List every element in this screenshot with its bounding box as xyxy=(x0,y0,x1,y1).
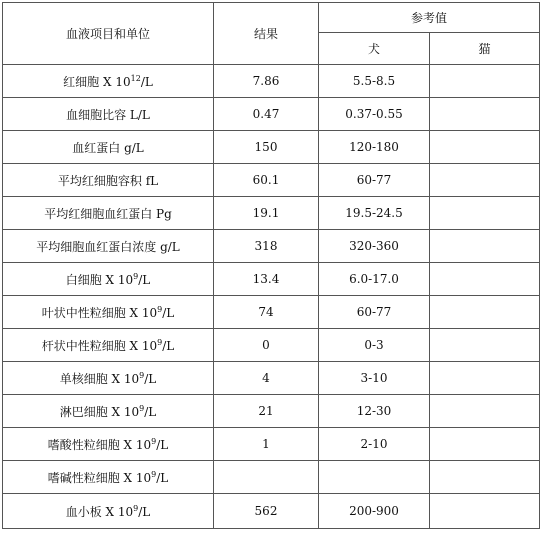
item-label: 平均红细胞容积 xyxy=(57,173,142,188)
item-unit-cell xyxy=(3,494,214,529)
dog-reference-cell: 60-77 xyxy=(319,296,430,329)
item-label: 单核细胞 xyxy=(59,371,108,386)
table-row xyxy=(3,494,540,529)
item-label: 嗜酸性粒细胞 xyxy=(47,437,120,452)
unit-prefix: X 10 xyxy=(101,272,134,287)
unit-suffix: /L xyxy=(144,371,157,386)
dog-reference-cell: 5.5-8.5 xyxy=(319,65,430,98)
cat-reference-cell xyxy=(430,98,540,131)
table-row xyxy=(3,362,540,395)
cat-reference-cell xyxy=(430,131,540,164)
item-label: 血细胞比容 xyxy=(66,107,127,122)
dog-reference-cell: 6.0-17.0 xyxy=(319,263,430,296)
result-cell xyxy=(214,461,319,494)
unit-suffix: /L xyxy=(156,437,169,452)
unit-exponent: 9 xyxy=(139,403,145,413)
item-label: 平均细胞血红蛋白浓度 xyxy=(36,239,157,254)
unit-exponent: 9 xyxy=(157,304,163,314)
unit-exponent: 9 xyxy=(157,337,163,347)
dog-reference-cell xyxy=(319,461,430,494)
result-cell: 562 xyxy=(214,494,319,529)
unit-suffix: /L xyxy=(138,504,151,519)
table-row xyxy=(3,65,540,98)
result-cell: 7.86 xyxy=(214,65,319,98)
item-unit-cell xyxy=(3,428,214,461)
result-cell: 19.1 xyxy=(214,197,319,230)
item-label: 红细胞 xyxy=(63,74,100,89)
item-unit-cell xyxy=(3,362,214,395)
dog-reference-cell: 60-77 xyxy=(319,164,430,197)
table-row xyxy=(3,461,540,494)
table-row xyxy=(3,98,540,131)
header-dog: 犬 xyxy=(319,33,430,65)
unit-prefix: g/L xyxy=(120,140,144,155)
unit-prefix: X 10 xyxy=(125,338,158,353)
item-unit-cell xyxy=(3,296,214,329)
result-cell: 74 xyxy=(214,296,319,329)
unit-exponent: 9 xyxy=(133,271,139,281)
item-label: 杆状中性粒细胞 xyxy=(41,338,126,353)
unit-prefix: X 10 xyxy=(125,305,158,320)
item-label: 淋巴细胞 xyxy=(59,404,108,419)
table-row xyxy=(3,296,540,329)
table-row xyxy=(3,197,540,230)
table-row xyxy=(3,164,540,197)
item-unit-cell xyxy=(3,131,214,164)
item-unit-cell xyxy=(3,164,214,197)
unit-prefix: X 10 xyxy=(101,504,134,519)
unit-prefix: g/L xyxy=(156,239,180,254)
cat-reference-cell xyxy=(430,494,540,529)
unit-prefix: X 10 xyxy=(107,404,140,419)
unit-exponent: 9 xyxy=(151,436,157,446)
dog-reference-cell: 2-10 xyxy=(319,428,430,461)
unit-prefix: X 10 xyxy=(119,437,152,452)
unit-suffix: /L xyxy=(156,470,169,485)
cat-reference-cell xyxy=(430,362,540,395)
cat-reference-cell xyxy=(430,230,540,263)
unit-prefix: X 10 xyxy=(99,74,131,89)
unit-prefix: X 10 xyxy=(119,470,152,485)
item-unit-cell xyxy=(3,197,214,230)
unit-prefix: L/L xyxy=(126,107,150,122)
result-cell: 0 xyxy=(214,329,319,362)
table-row xyxy=(3,230,540,263)
item-unit-cell xyxy=(3,230,214,263)
unit-prefix: fL xyxy=(141,173,159,188)
result-cell: 1 xyxy=(214,428,319,461)
cat-reference-cell xyxy=(430,296,540,329)
unit-exponent: 9 xyxy=(133,503,139,513)
result-cell: 318 xyxy=(214,230,319,263)
header-result: 结果 xyxy=(214,3,319,65)
result-cell: 150 xyxy=(214,131,319,164)
result-cell: 21 xyxy=(214,395,319,428)
item-unit-cell xyxy=(3,65,214,98)
cat-reference-cell xyxy=(430,395,540,428)
dog-reference-cell: 0.37-0.55 xyxy=(319,98,430,131)
item-unit-cell xyxy=(3,329,214,362)
unit-exponent: 9 xyxy=(151,469,157,479)
unit-prefix: X 10 xyxy=(107,371,140,386)
result-cell: 4 xyxy=(214,362,319,395)
dog-reference-cell: 19.5-24.5 xyxy=(319,197,430,230)
item-unit-cell xyxy=(3,98,214,131)
unit-prefix: Pg xyxy=(152,206,172,221)
cat-reference-cell xyxy=(430,263,540,296)
cat-reference-cell xyxy=(430,65,540,98)
item-unit-cell xyxy=(3,461,214,494)
unit-exponent: 9 xyxy=(139,370,145,380)
item-label: 血红蛋白 xyxy=(72,140,121,155)
table-row xyxy=(3,263,540,296)
result-cell: 60.1 xyxy=(214,164,319,197)
table-row xyxy=(3,428,540,461)
item-label: 叶状中性粒细胞 xyxy=(41,305,126,320)
cat-reference-cell xyxy=(430,329,540,362)
header-item-unit: 血液项目和单位 xyxy=(3,3,214,65)
table-row xyxy=(3,131,540,164)
unit-exponent: 12 xyxy=(130,73,141,83)
unit-suffix: /L xyxy=(140,74,153,89)
item-label: 平均红细胞血红蛋白 xyxy=(44,206,153,221)
cat-reference-cell xyxy=(430,428,540,461)
unit-suffix: /L xyxy=(162,338,175,353)
dog-reference-cell: 320-360 xyxy=(319,230,430,263)
item-label: 嗜碱性粒细胞 xyxy=(47,470,120,485)
cat-reference-cell xyxy=(430,164,540,197)
dog-reference-cell: 0-3 xyxy=(319,329,430,362)
dog-reference-cell: 12-30 xyxy=(319,395,430,428)
unit-suffix: /L xyxy=(144,404,157,419)
item-unit-cell xyxy=(3,395,214,428)
header-cat: 猫 xyxy=(430,33,540,65)
item-label: 血小板 xyxy=(65,504,102,519)
table-row xyxy=(3,395,540,428)
unit-suffix: /L xyxy=(162,305,175,320)
header-reference: 参考值 xyxy=(319,3,540,33)
result-cell: 0.47 xyxy=(214,98,319,131)
item-label: 白细胞 xyxy=(65,272,102,287)
header-row xyxy=(3,3,540,33)
dog-reference-cell: 120-180 xyxy=(319,131,430,164)
result-cell: 13.4 xyxy=(214,263,319,296)
cat-reference-cell xyxy=(430,197,540,230)
blood-test-table xyxy=(2,2,540,529)
cat-reference-cell xyxy=(430,461,540,494)
table-row xyxy=(3,329,540,362)
unit-suffix: /L xyxy=(138,272,151,287)
item-unit-cell xyxy=(3,263,214,296)
dog-reference-cell: 3-10 xyxy=(319,362,430,395)
dog-reference-cell: 200-900 xyxy=(319,494,430,529)
